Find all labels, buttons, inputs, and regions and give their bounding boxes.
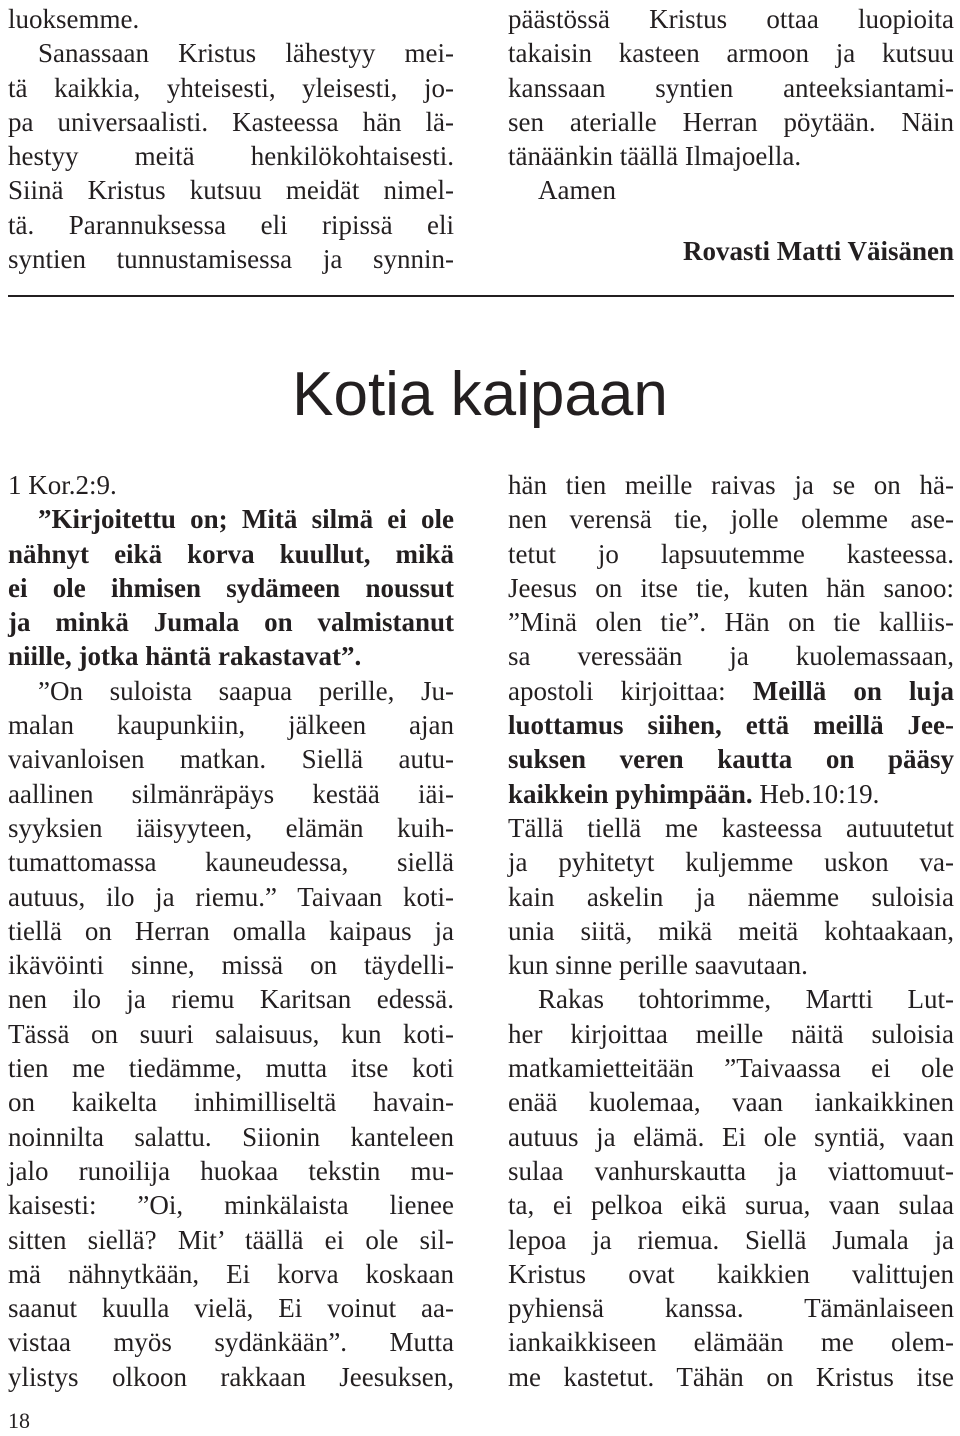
- text-line: ylistys olkoon rakkaan Jeesuksen,: [8, 1361, 454, 1392]
- quote-line: niille, jotka häntä rakastavat”.: [8, 641, 362, 672]
- text-line: iankaikkiseen elämään me olem-: [508, 1327, 954, 1358]
- text-line: tä. Parannuksessa eli ripissä eli: [8, 209, 454, 240]
- bold-line: suksen veren kautta on pääsy: [508, 744, 954, 775]
- section-divider: [8, 295, 954, 297]
- text-line: pa universaalisti. Kasteessa hän lä-: [8, 106, 454, 137]
- text-line: Tällä tiellä me kasteessa autuutetut: [508, 812, 954, 843]
- text-line: sulaa vanhurskautta ja viattomuut-: [508, 1155, 954, 1186]
- text-line: tumattomassa kauneudessa, siellä: [8, 847, 454, 878]
- text-line: nen ilo ja riemu Karitsan edessä.: [8, 984, 454, 1015]
- text-line: Kristus ovat kaikkien valittujen: [508, 1258, 954, 1289]
- text-line: syyksien iäisyyteen, elämän kuih-: [8, 812, 454, 843]
- text-line: nen verensä tie, jolle olemme ase-: [508, 504, 954, 535]
- text-line: ”On suloista saapua perille, Ju-: [38, 675, 454, 706]
- text-line: sa veressään ja kuolemassaan,: [508, 641, 954, 672]
- text-line: ja pyhitetyt kuljemme uskon va-: [508, 847, 954, 878]
- text-line: Sanassaan Kristus lähestyy mei-: [38, 38, 454, 69]
- text-line: kain askelin ja näemme suloisia: [508, 881, 954, 912]
- text-line: kaisesti: ”Oi, minkälaista lienee: [8, 1190, 454, 1221]
- text-line: enää kuolemaa, vaan iankaikkinen: [508, 1087, 954, 1118]
- bold-line: luottamus siihen, että meillä Jee-: [508, 710, 954, 741]
- bold-segment: kaikkein pyhimpään.: [508, 778, 753, 809]
- text-line: ta, ei pelkoa eikä surua, vaan sulaa: [508, 1190, 954, 1221]
- text-line: on kaikelta inhimilliseltä havain-: [8, 1087, 454, 1118]
- text-line: tiellä on Herran omalla kaipaus ja: [8, 915, 454, 946]
- body-right-column: [508, 468, 954, 1394]
- text-line: noinnilta salattu. Siionin kanteleen: [8, 1121, 454, 1152]
- text-line: päästössä Kristus ottaa luopioita: [508, 4, 954, 34]
- text-line: me kastetut. Tähän on Kristus itse: [508, 1361, 954, 1392]
- author-signature: Rovasti Matti Väisänen: [682, 236, 954, 266]
- text-line: autuus, ilo ja riemu.” Taivaan koti-: [8, 881, 454, 912]
- text-segment: apostoli kirjoittaa:: [508, 675, 753, 706]
- text-line: Tässä on suuri salaisuus, kun koti-: [8, 1018, 454, 1049]
- amen-line: Aamen: [538, 175, 616, 206]
- text-line: lepoa ja riemua. Siellä Jumala ja: [508, 1224, 954, 1255]
- text-line: syntien tunnustamisessa ja synnin-: [8, 244, 454, 275]
- text-line: kun sinne perille saavutaan.: [508, 950, 808, 981]
- scripture-reference: Heb.10:19.: [752, 778, 880, 809]
- text-line: malan kaupunkiin, jälkeen ajan: [8, 710, 454, 741]
- text-line: hestyy meitä henkilökohtaisesti.: [8, 141, 454, 172]
- text-line: sen aterialle Herran pöytään. Näin: [508, 106, 954, 137]
- text-line: hän tien meille raivas ja se on hä-: [508, 470, 954, 500]
- text-line: matkamietteitään ”Taivaassa ei ole: [508, 1053, 954, 1084]
- text-line: [508, 777, 954, 811]
- scripture-reference: 1 Kor.2:9.: [8, 470, 117, 500]
- bold-segment: Meillä on luja: [752, 675, 954, 706]
- text-line: jalo runoilija huokaa tekstin mu-: [8, 1155, 454, 1186]
- text-line: kanssaan syntien anteeksiantami-: [508, 72, 954, 103]
- text-line: takaisin kasteen armoon ja kutsuu: [508, 38, 954, 69]
- text-line: Siinä Kristus kutsuu meidät nimel-: [8, 175, 454, 206]
- article-title: Kotia kaipaan: [292, 360, 668, 429]
- text-line: tä kaikkia, yhteisesti, yleisesti, jo-: [8, 72, 454, 103]
- text-line: vistaa myös sydänkään”. Mutta: [8, 1327, 454, 1358]
- text-line: Rakas tohtorimme, Martti Lut-: [538, 984, 954, 1015]
- text-line: luoksemme.: [8, 4, 140, 34]
- quote-line: ei ole ihmisen sydämeen noussut: [8, 572, 454, 603]
- text-line: ikävöinti sinne, missä on täydelli-: [8, 950, 454, 981]
- top-left-column: [8, 2, 454, 276]
- text-line: sitten siellä? Mit’ täällä ei ole sil-: [8, 1224, 454, 1255]
- text-line: tetut jo lapsuutemme kasteessa.: [508, 538, 954, 569]
- body-left-column: [8, 468, 454, 1394]
- text-line: aallinen silmänräpäys kestää iäi-: [8, 778, 454, 809]
- text-line: tänäänkin täällä Ilmajoella.: [508, 141, 802, 172]
- quote-line: ”Kirjoitettu on; Mitä silmä ei ole: [38, 504, 454, 535]
- text-line: ”Minä olen tie”. Hän on tie kalliis-: [508, 607, 954, 638]
- page-number: 18: [8, 1408, 30, 1433]
- text-line: [508, 674, 954, 708]
- text-line: unia siitä, mikä meitä kohtaakaan,: [508, 915, 954, 946]
- text-line: her kirjoittaa meille näitä suloisia: [508, 1018, 954, 1049]
- text-line: pyhiensä kanssa. Tämänlaiseen: [508, 1293, 954, 1324]
- text-line: autuus ja elämä. Ei ole syntiä, vaan: [508, 1121, 954, 1152]
- text-line: saanut kuulla vielä, Ei voinut aa-: [8, 1293, 454, 1324]
- text-line: tien me tiedämme, mutta itse koti: [8, 1053, 454, 1084]
- text-line: mä nähnytkään, Ei korva koskaan: [8, 1258, 454, 1289]
- text-line: Jeesus on itse tie, kuten hän sanoo:: [508, 572, 954, 603]
- quote-line: nähnyt eikä korva kuullut, mikä: [8, 538, 454, 569]
- top-right-column: [508, 2, 954, 208]
- text-line: vaivanloisen matkan. Siellä autu-: [8, 744, 454, 775]
- quote-line: ja minkä Jumala on valmistanut: [8, 607, 454, 638]
